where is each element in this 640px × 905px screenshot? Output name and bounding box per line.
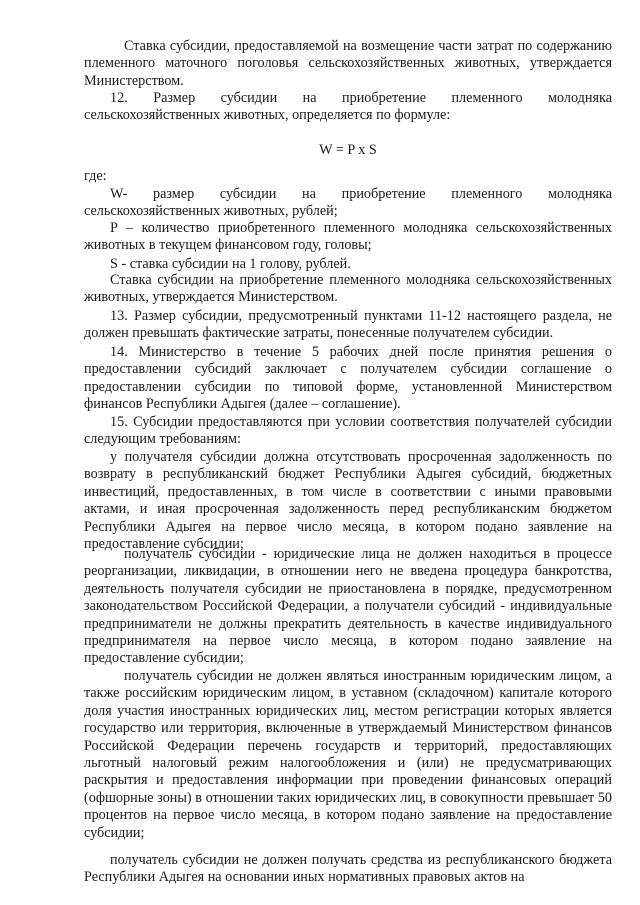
paragraph-rate-young-stock: Ставка субсидии на приобретение племенного молодняка сельскохозяйственных животных, утверждается Министерством. [84,272,612,306]
requirement-no-other-funds: получатель субсидии не должен получать средства из республиканского бюджета Республики Адыгея на основании иных нормативных правовых актов на [84,852,612,886]
formula: W = P x S [319,142,377,158]
paragraph-where: где: [84,168,107,184]
paragraph-14: 14. Министерство в течение 5 рабочих дней после принятия решения о предоставлении субсидий заключает с получателем субсидии соглашение о предоставлении субсидии по типовой форме, установленной Министерством финансов Республики Адыгея (далее – соглашение). [84,344,612,413]
requirement-no-reorganization: получатель субсидии - юридические лица не должен находиться в процессе реорганизации, ликвидации, в отношении него не введена процедура банкротства, деятельность получателя субсидии не приостановлена в порядке, предусмотренном законодательством Российской Федерации, а получатели субсидий - индивидуальные предприниматели не должны прекратить деятельность в качестве индивидуального предпринимателя на первое число месяца, в котором подано заявление на предоставление субсидии; [84,546,612,667]
definition-w: W- размер субсидии на приобретение племенного молодняка сельскохозяйственных животных, рублей; [84,186,612,220]
requirement-no-debt: у получателя субсидии должна отсутствовать просроченная задолженность по возврату в республиканский бюджет Республики Адыгея субсидий, бюджетных инвестиций, предоставленных, в том числе в соответствии с иными правовыми актами, и иная просроченная задолженность перед республиканским бюджетом Республики Адыгея на первое число месяца, в котором подано заявление на предоставление субсидии; [84,449,612,553]
paragraph-15: 15. Субсидии предоставляются при условии соответствия получателей субсидии следующим требованиям: [84,414,612,448]
paragraph-13: 13. Размер субсидии, предусмотренный пунктами 11-12 настоящего раздела, не должен превышать фактические затраты, понесенные получателем субсидии. [84,308,612,342]
requirement-not-foreign: получатель субсидии не должен являться иностранным юридическим лицом, а также российским юридическим лицом, в уставном (складочном) капитале которого доля участия иностранных юридических лиц, местом регистрации которых является государство или территория, включенные в утверждаемый Министерством финансов Российской Федерации перечень государств и территорий, предоставляющих льготный налоговый режим налогообложения и (или) не предусматривающих раскрытия и предоставления информации при проведении финансовых операций (офшорные зоны) в отношении таких юридических лиц, в совокупности превышает 50 процентов на первое число месяца, в котором подано заявление на предоставление субсидии; [84,668,612,841]
definition-p: P – количество приобретенного племенного молодняка сельскохозяйственных животных в текущем финансовом году, головы; [84,220,612,254]
paragraph-rate-maintenance: Ставка субсидии, предоставляемой на возмещение части затрат по содержанию племенного маточного поголовья сельскохозяйственных животных, утверждается Министерством. [84,38,612,89]
paragraph-12-size-formula: 12. Размер субсидии на приобретение племенного молодняка сельскохозяйственных животных, определяется по формуле: [84,90,612,124]
definition-s: S - ставка субсидии на 1 голову, рублей. [110,256,351,272]
